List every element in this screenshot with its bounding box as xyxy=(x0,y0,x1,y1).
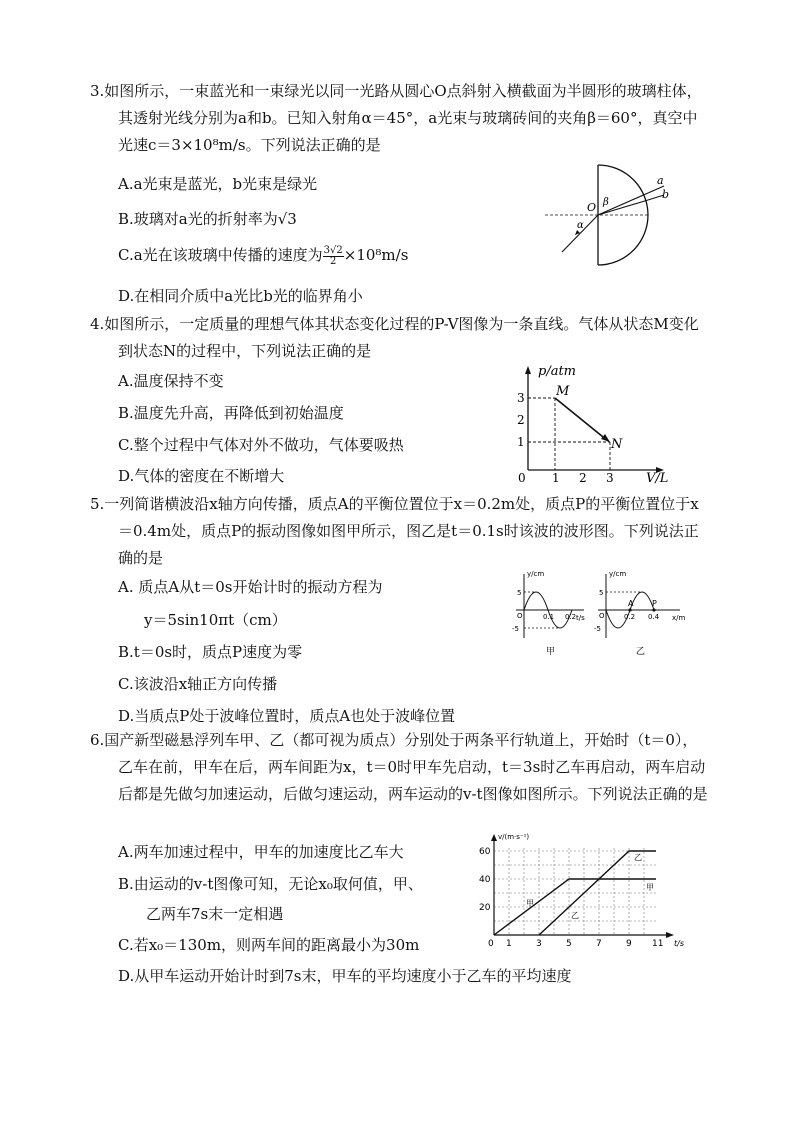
q4-y-arrow xyxy=(525,366,531,374)
question-5 xyxy=(90,491,710,572)
q6-option-b-line2: 乙两车7s末一定相遇 xyxy=(146,905,284,923)
q5-yi-point-p xyxy=(652,608,655,611)
q6-grid xyxy=(494,848,656,935)
q4-label-n: N xyxy=(611,437,623,452)
q5-jia-caption: 甲 xyxy=(546,647,556,657)
q3-option-a: A.a光束是蓝光，b光束是绿光 xyxy=(118,175,318,193)
q5-vibration-graph xyxy=(512,570,585,657)
q6-vt-graph xyxy=(474,830,690,950)
q5-jia-t2: 0.2 xyxy=(565,613,577,621)
q3-frac-num: 3√2 xyxy=(323,244,343,256)
q6-label-yi-right: 乙 xyxy=(634,853,642,862)
q5-option-a-equation: y＝5sin10πt（cm） xyxy=(144,611,287,629)
q3-option-c-suffix: ×10⁸m/s xyxy=(343,246,409,264)
q4-label-m: M xyxy=(556,384,570,399)
q6-label-jia-right: 甲 xyxy=(646,883,654,892)
q6-x-tick-9: 9 xyxy=(626,939,632,949)
q5-yi-origin: O xyxy=(599,612,605,620)
q4-process-line xyxy=(555,398,608,441)
q3-label-a: a xyxy=(657,174,664,187)
q4-y-label: p/atm xyxy=(538,364,577,379)
q4-x-tick-1: 1 xyxy=(552,471,560,485)
q6-x-tick-5: 5 xyxy=(566,939,572,949)
q5-option-a: A. 质点A从t＝0s开始计时的振动方程为 xyxy=(118,578,383,596)
q6-y-arrow xyxy=(491,834,497,841)
q3-label-b: b xyxy=(662,188,670,201)
q6-x-tick-3: 3 xyxy=(536,939,542,949)
q5-jia-y-label: y/cm xyxy=(527,570,545,578)
q4-y-tick-3: 3 xyxy=(517,391,525,405)
q3-option-c xyxy=(118,245,408,267)
q3-frac-den: 2 xyxy=(330,255,337,267)
q5-jia-y5: 5 xyxy=(517,589,522,597)
q5-option-d: D.当质点P处于波峰位置时，质点A也处于波峰位置 xyxy=(118,707,456,725)
q3-option-d: D.在相同介质中a光比b光的临界角小 xyxy=(118,287,363,305)
q3-semicircle-figure xyxy=(540,160,680,270)
question-3-stem: 3.如图所示，一束蓝光和一束绿光以同一光路从圆心O点斜射入横截面为半圆形的玻璃柱体，其透射光线分别为a和b。已知入射角α＝45°，a光束与玻璃砖间的夹角β＝60°，真空中光速c＝3×10⁸m/s。下列说法正确的是 xyxy=(90,82,702,154)
q6-option-d: D.从甲车运动开始计时到7s末，甲车的平均速度小于乙车的平均速度 xyxy=(118,967,572,985)
question-3 xyxy=(90,78,710,159)
q5-yi-x1: 0.2 xyxy=(624,613,636,621)
q6-label-yi-line: 乙 xyxy=(571,911,579,920)
q6-x-arrow xyxy=(666,932,674,938)
q5-jia-origin: O xyxy=(517,612,523,620)
q6-x-tick-0: 0 xyxy=(488,939,494,949)
q4-option-c: C.整个过程中气体对外不做功，气体要吸热 xyxy=(118,436,404,454)
q6-y-label: v/(m·s⁻¹) xyxy=(498,833,530,841)
q5-wave-figures xyxy=(508,566,688,662)
question-6-stem: 6.国产新型磁悬浮列车甲、乙（都可视为质点）分别处于两条平行轨道上，开始时（t＝0），乙车在前，甲车在后，两车间距为x，t＝0时甲车先启动，t＝3s时乙车再启动，两车启动后都是先做匀加速运动，后做匀速运动，两车运动的v-t图像如图所示。下列说法正确的是 xyxy=(90,731,708,803)
question-6 xyxy=(90,727,710,808)
q5-jia-t-label: t/s xyxy=(576,614,585,622)
q5-yi-yneg5: -5 xyxy=(594,625,601,633)
question-5-stem: 5.一列简谐横波沿x轴方向传播，质点A的平衡位置位于x＝0.2m处，质点P的平衡位置位于x＝0.4m处，质点P的振动图像如图甲所示，图乙是t＝0.1s时该波的波形图。下列说法正确的是 xyxy=(90,495,699,567)
q3-option-c-fraction xyxy=(323,246,344,267)
question-4-stem: 4.如图所示，一定质量的理想气体其状态变化过程的P-V图像为一条直线。气体从状态M变化到状态N的过程中，下列说法正确的是 xyxy=(90,315,699,360)
q4-y-tick-1: 1 xyxy=(517,435,525,449)
q4-option-a: A.温度保持不变 xyxy=(118,372,224,390)
q5-yi-y5: 5 xyxy=(599,589,604,597)
q5-waveform-graph xyxy=(594,570,686,657)
q3-label-beta: β xyxy=(603,197,609,208)
q6-x-tick-11: 11 xyxy=(652,939,664,949)
q6-option-c: C.若x₀＝130m，则两车间的距离最小为30m xyxy=(118,936,420,954)
q6-option-a: A.两车加速过程中，甲车的加速度比乙车大 xyxy=(118,843,404,861)
q5-yi-caption: 乙 xyxy=(636,647,646,657)
q4-process-arrow xyxy=(601,434,610,442)
q6-label-jia-line: 甲 xyxy=(526,899,534,908)
q4-x-tick-3: 3 xyxy=(606,471,614,485)
q6-option-b-line1: B.由运动的v-t图像可知，无论x₀取何值，甲、 xyxy=(118,875,423,893)
q6-y-tick-60: 60 xyxy=(479,847,491,857)
question-4 xyxy=(90,311,710,365)
q5-yi-x2: 0.4 xyxy=(648,613,660,621)
q5-jia-t1: 0.1 xyxy=(543,613,555,621)
q5-jia-yneg5: -5 xyxy=(512,625,519,633)
q5-yi-label-p: P xyxy=(652,599,657,608)
q6-y-tick-40: 40 xyxy=(479,875,491,885)
q6-x-tick-7: 7 xyxy=(596,939,602,949)
q3-label-o: O xyxy=(587,201,597,214)
q5-yi-point-a xyxy=(628,608,631,611)
q4-option-d: D.气体的密度在不断增大 xyxy=(118,467,285,485)
q5-yi-x-label: x/m xyxy=(672,614,686,622)
q5-yi-label-a: A xyxy=(628,599,634,608)
q4-option-b: B.温度先升高，再降低到初始温度 xyxy=(118,404,344,422)
q4-x-tick-2: 2 xyxy=(579,471,587,485)
q3-option-b: B.玻璃对a光的折射率为√3 xyxy=(118,210,297,228)
q4-y-tick-2: 2 xyxy=(517,413,525,427)
q4-x-label: V/L xyxy=(646,471,669,485)
q5-option-b: B.t＝0s时，质点P速度为零 xyxy=(118,643,303,661)
q4-pv-graph xyxy=(510,360,680,485)
q6-x-tick-1: 1 xyxy=(506,939,512,949)
q5-option-c: C.该波沿x轴正方向传播 xyxy=(118,675,278,693)
q3-option-c-prefix: C.a光在该玻璃中传播的速度为 xyxy=(118,246,323,264)
q5-yi-y-label: y/cm xyxy=(609,570,627,578)
q6-x-label: t/s xyxy=(674,939,684,948)
q3-label-alpha: α xyxy=(577,220,584,231)
q4-origin: 0 xyxy=(518,471,526,485)
q6-y-tick-20: 20 xyxy=(479,903,491,913)
